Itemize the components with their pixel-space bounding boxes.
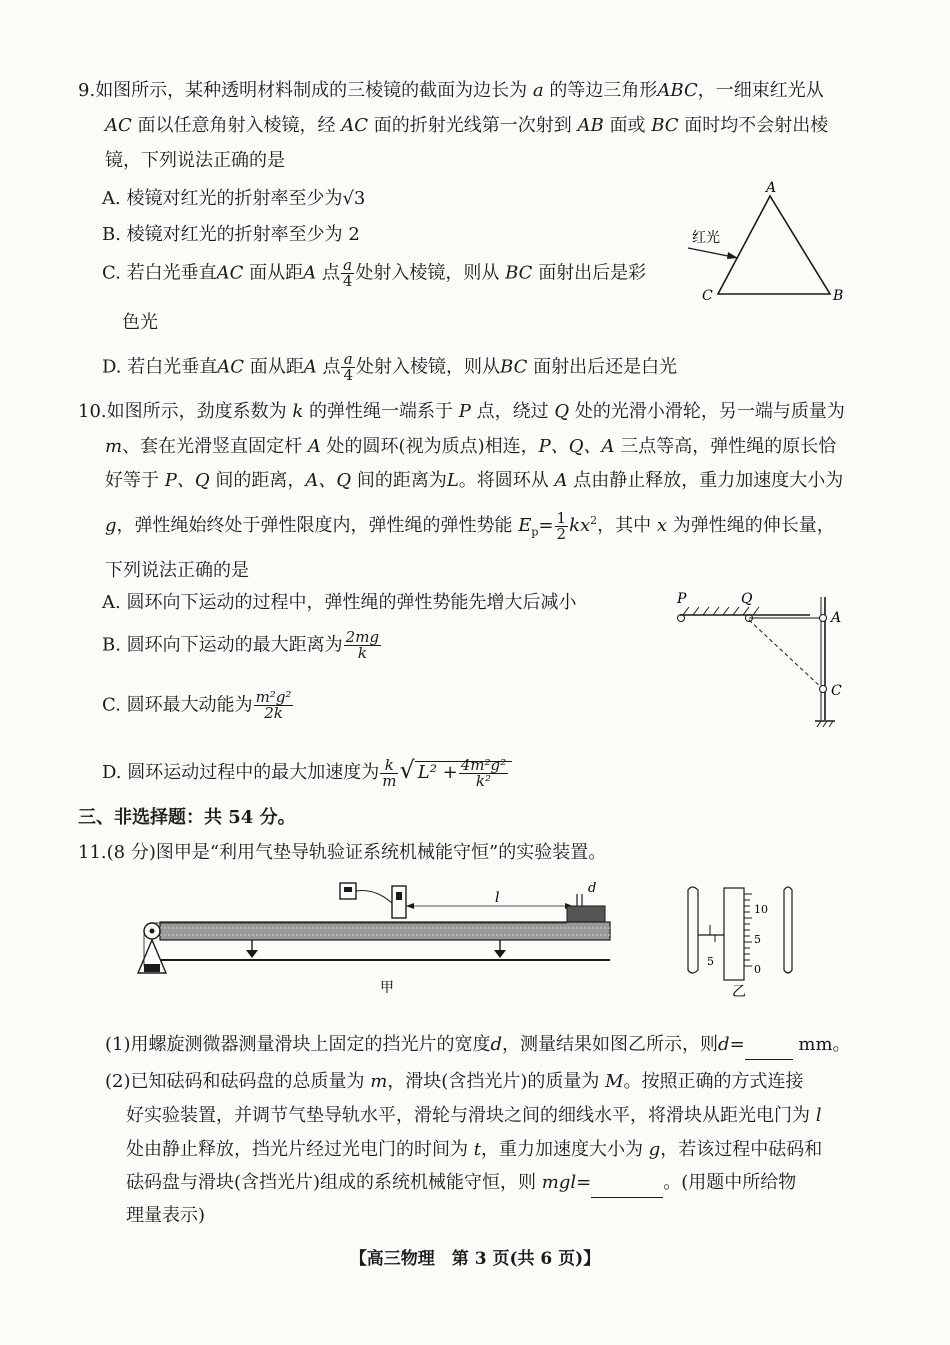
thimble [724, 888, 744, 980]
thimble-label-10: 10 [754, 903, 768, 916]
prism-label-a: A [766, 180, 777, 196]
prism-triangle [718, 196, 830, 294]
q10-line4: g，弹性绳始终处于弹性限度内，弹性绳的弹性势能 $E_p=$ $\frac{1}{2}$ $kx^2$，其中 x 为弹性绳的伸长量， [105, 508, 835, 543]
ring-c [820, 686, 827, 693]
label-jia: 甲 [380, 980, 394, 996]
prism-label-c: C [702, 288, 713, 304]
photogate [392, 886, 406, 918]
elastic-cord-figure [665, 585, 855, 735]
sleeve-label-5: 5 [707, 955, 714, 968]
label-p: P [677, 591, 687, 607]
section-heading: 三、非选择题：共 54 分。 [78, 807, 296, 828]
prism-figure [680, 178, 860, 308]
q9-option-a: A. 棱镜对红光的折射率至少为√3 [102, 188, 366, 209]
label-l: l [495, 890, 500, 906]
answer-blank-d[interactable] [745, 1059, 793, 1060]
label-q: Q [741, 591, 753, 607]
q9-option-b: B. 棱镜对红光的折射率至少为 2 [102, 224, 360, 245]
q9-line1: 9.如图所示，某种透明材料制成的三棱镜的截面为边长为 a 的等边三角形ABC，一细束红光从 [78, 80, 824, 101]
ring-a [820, 615, 827, 622]
q11-part2-line3: 处由静止释放，挡光片经过光电门的时间为 t，重力加速度大小为 g，若该过程中砝码和 [126, 1139, 823, 1160]
q10-option-b: B. 圆环向下运动的最大距离为 $\frac{2mg}{k}$ [102, 628, 380, 662]
micrometer-figure [680, 880, 810, 998]
ceiling-hatch [683, 607, 759, 615]
prism-label-b: B [833, 288, 844, 304]
thimble-label-0: 0 [754, 963, 761, 976]
rod-base-hatch [817, 721, 833, 727]
q10-option-a: A. 圆环向下运动的过程中，弹性绳的弹性势能先增大后减小 [102, 592, 577, 613]
q9-line2: AC 面以任意角射入棱镜，经 AC 面的折射光线第一次射到 AB 面或 BC 面时均不会射出棱 [105, 115, 829, 136]
q10-line5: 下列说法正确的是 [105, 560, 249, 581]
air-track-figure [130, 878, 630, 996]
answer-blank-mgl[interactable] [591, 1197, 663, 1198]
red-light-arrow [727, 252, 738, 259]
timer-wire [356, 891, 392, 904]
q9-line3: 镜，下列说法正确的是 [105, 150, 285, 171]
air-track-rail [160, 922, 610, 940]
label-d: d [588, 881, 597, 896]
q10-option-d: D. 圆环运动过程中的最大加速度为 $\frac{k}{m}$ √ L² + $\frac{\text{4m²g²}}{\text{k²}}$ [102, 755, 512, 789]
label-c: C [831, 683, 842, 699]
q9-option-c-cont: 色光 [122, 312, 158, 333]
q11-part1: (1)用螺旋测微器测量滑块上固定的挡光片的宽度d，测量结果如图乙所示，则d= mm。 [105, 1030, 851, 1060]
q11-part2-line1: (2)已知砝码和砝码盘的总质量为 m，滑块(含挡光片)的质量为 M。按照正确的方式连接 [105, 1071, 804, 1092]
micrometer-frame-left [688, 887, 698, 973]
page-footer: 【高三物理 第 3 页(共 6 页)】 [349, 1249, 601, 1269]
q11-part2-line5: 理量表示) [126, 1205, 206, 1226]
q11-heading: 11.(8 分)图甲是“利用气垫导轨验证系统机械能守恒”的实验装置。 [78, 842, 607, 863]
label-yi: 乙 [732, 984, 746, 998]
prism-label-red-light: 红光 [692, 230, 720, 246]
thimble-ticks [744, 894, 752, 966]
q10-line3: 好等于 P、Q 间的距离，A、Q 间的距离为L。将圆环从 A 点由静止释放，重力加速度大小为 [105, 470, 844, 491]
q10-option-c: C. 圆环最大动能为 $\frac{\text{m²g²}}{2k}$ [102, 688, 292, 722]
slider-block [567, 906, 605, 922]
micrometer-frame-right [784, 887, 792, 973]
thimble-label-5: 5 [754, 933, 761, 946]
label-a: A [831, 610, 842, 626]
q10-line1: 10.如图所示，劲度系数为 k 的弹性绳一端系于 P 点，绕过 Q 处的光滑小滑轮，另一端与质量为 [78, 401, 845, 422]
q9-option-c: C. 若白光垂直AC 面从距A 点 $\frac{a}{4}$ 处射入棱镜，则从 BC 面射出后是彩 [102, 256, 647, 290]
q10-line2: m、套在光滑竖直固定杆 A 处的圆环(视为质点)相连，P、Q、A 三点等高，弹性绳的原长恰 [105, 436, 837, 457]
cord-dashed [749, 620, 823, 689]
q9-option-d: D. 若白光垂直AC 面从距A 点 $\frac{a}{4}$ 处射入棱镜，则从BC 面射出后还是白光 [102, 350, 678, 384]
q11-part2-line4: 砝码盘与滑块(含挡光片)组成的系统机械能守恒，则 mgl= 。(用题中所给物 [126, 1168, 796, 1198]
q11-part2-line2: 好实验装置，并调节气垫导轨水平，滑轮与滑块之间的细线水平，将滑块从距光电门为 l [126, 1105, 822, 1126]
